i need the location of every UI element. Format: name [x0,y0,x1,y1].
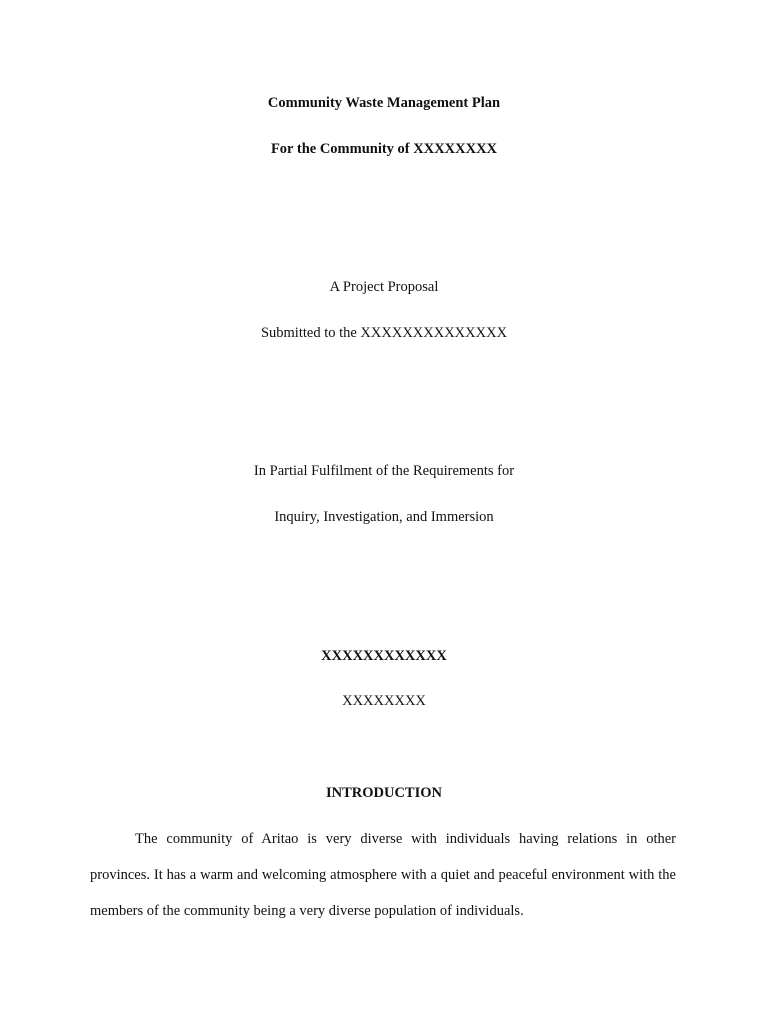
fulfilment-line: In Partial Fulfilment of the Requirements for [253,463,515,479]
community-line: For the Community of XXXXXXXX [270,141,498,157]
introduction-text: The community of Aritao is very diverse with individuals having relations in other provinces. It has a warm and welcoming atmosphere with a quiet and peaceful environment with the members of the community being a very diverse population of individuals. [90,831,676,919]
course-name: Inquiry, Investigation, and Immersion [274,509,494,525]
document-title: Community Waste Management Plan [267,95,501,111]
section-name: XXXXXXXX [342,693,426,709]
submitted-to: Submitted to the XXXXXXXXXXXXXX [260,325,508,341]
introduction-heading: INTRODUCTION [325,785,442,801]
introduction-paragraph [90,821,676,929]
author-name: XXXXXXXXXXXX [321,648,447,664]
proposal-type: A Project Proposal [329,279,439,295]
